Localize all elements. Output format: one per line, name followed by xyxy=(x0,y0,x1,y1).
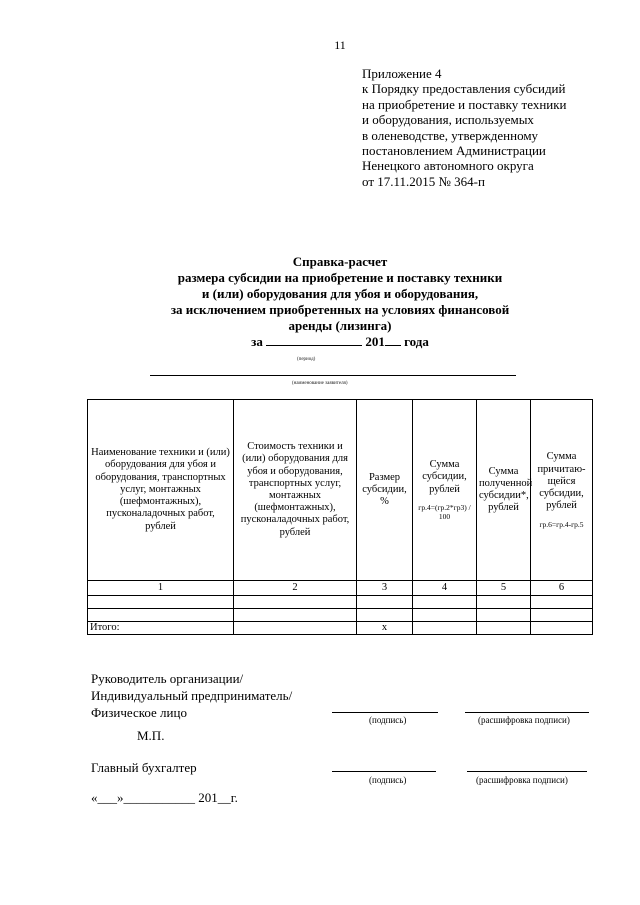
header-equipment-name: Наименование техники и (или) оборудования для убоя и оборудования, транспортных услуг, монтажных (шефмонтажных), пусконаладочных работ, рублей xyxy=(88,400,234,581)
calculation-table xyxy=(87,399,593,635)
table-cell[interactable] xyxy=(477,609,531,622)
header-subsidy-amount-label: Сумма субсидии, рублей xyxy=(422,459,467,495)
appendix-line: постановлением Администрации xyxy=(362,143,546,159)
title-period-line xyxy=(60,334,620,350)
period-prefix: за xyxy=(251,334,263,349)
header-cost: Стоимость техники и (или) оборудования для убоя и оборудования, транспортных услуг, монтажных (шефмонтажных), пусконаладочных работ, рублей xyxy=(234,400,357,581)
head-signatory-label xyxy=(91,670,292,721)
period-blank[interactable] xyxy=(266,334,362,346)
appendix-line: от 17.11.2015 № 364-п xyxy=(362,173,485,189)
total-label: Итого: xyxy=(88,622,234,635)
table-cell[interactable] xyxy=(531,622,593,635)
payer-name-line[interactable] xyxy=(150,375,516,376)
table-cell[interactable] xyxy=(477,596,531,609)
table-cell[interactable] xyxy=(357,596,413,609)
appendix-line: в оленеводстве, утвержденному xyxy=(362,127,539,143)
column-number: 4 xyxy=(413,581,477,596)
formula-col6: гр.6=гр.4-гр.5 xyxy=(539,519,584,529)
payer-hint: (наименование заявителя) xyxy=(292,381,348,386)
appendix-line: на приобретение и поставку техники xyxy=(362,96,567,112)
column-number: 6 xyxy=(531,581,593,596)
head-label-line: Руководитель организации/ xyxy=(91,671,244,686)
head-label-line: Физическое лицо xyxy=(91,705,187,720)
column-number: 5 xyxy=(477,581,531,596)
total-rate-cell: x xyxy=(357,622,413,635)
table-cell[interactable] xyxy=(88,609,234,622)
title-line: и (или) оборудования для убоя и оборудования, xyxy=(201,286,479,301)
appendix-line: Приложение 4 xyxy=(362,66,442,81)
head-signature-hint: (подпись) xyxy=(369,715,407,725)
chief-accountant-label: Главный бухгалтер xyxy=(91,760,197,775)
table-cell[interactable] xyxy=(234,596,357,609)
period-year: 201 xyxy=(365,334,385,349)
table-cell[interactable] xyxy=(531,596,593,609)
accountant-decode-line[interactable] xyxy=(467,771,587,772)
document-title xyxy=(60,254,620,350)
table-row xyxy=(88,596,593,609)
appendix-line: Ненецкого автономного округа xyxy=(362,158,534,174)
header-received-subsidy: Сумма полученной субсидии*, рублей xyxy=(477,400,531,581)
accountant-decode-hint: (расшифровка подписи) xyxy=(476,775,568,785)
header-subsidy-amount xyxy=(413,400,477,581)
table-cell[interactable] xyxy=(477,622,531,635)
title-line: размера субсидии на приобретение и поставку техники xyxy=(177,270,503,285)
date-line: «___»___________ 201__г. xyxy=(91,790,238,805)
table-cell[interactable] xyxy=(531,609,593,622)
period-suffix: года xyxy=(404,334,429,349)
column-number: 3 xyxy=(357,581,413,596)
year-blank[interactable] xyxy=(385,334,401,346)
table-cell[interactable] xyxy=(88,596,234,609)
head-signature-line[interactable] xyxy=(332,712,438,713)
title-line: аренды (лизинга) xyxy=(288,318,392,333)
table-cell[interactable] xyxy=(413,609,477,622)
title-line: за исключением приобретенных на условиях финансовой xyxy=(170,302,510,317)
period-hint: (период) xyxy=(297,357,316,362)
head-label-line: Индивидуальный предприниматель/ xyxy=(91,688,293,703)
table-cell[interactable] xyxy=(413,596,477,609)
table-cell[interactable] xyxy=(357,609,413,622)
table-cell[interactable] xyxy=(234,609,357,622)
page-number: 11 xyxy=(334,38,346,52)
total-row xyxy=(88,622,593,635)
accountant-signature-hint: (подпись) xyxy=(369,775,407,785)
header-due-subsidy-label: Сумма причитаю-щейся субсидии, рублей xyxy=(537,451,586,512)
table-cell[interactable] xyxy=(413,622,477,635)
formula-col4: гр.4=(гр.2*гр3) / 100 xyxy=(418,502,471,521)
appendix-block xyxy=(362,66,612,189)
accountant-signature-line[interactable] xyxy=(332,771,436,772)
table-row xyxy=(88,609,593,622)
appendix-line: к Порядку предоставления субсидий xyxy=(362,81,566,97)
stamp-place: М.П. xyxy=(137,728,165,743)
header-due-subsidy xyxy=(531,400,593,581)
column-numbers-row xyxy=(88,581,593,596)
table-header-row xyxy=(88,400,593,581)
head-decode-line[interactable] xyxy=(465,712,589,713)
header-subsidy-rate: Размер субсидии, % xyxy=(357,400,413,581)
column-number: 1 xyxy=(88,581,234,596)
column-number: 2 xyxy=(234,581,357,596)
appendix-line: и оборудования, используемых xyxy=(362,112,534,128)
head-decode-hint: (расшифровка подписи) xyxy=(478,715,570,725)
title-line: Справка-расчет xyxy=(292,254,388,269)
table-cell[interactable] xyxy=(234,622,357,635)
